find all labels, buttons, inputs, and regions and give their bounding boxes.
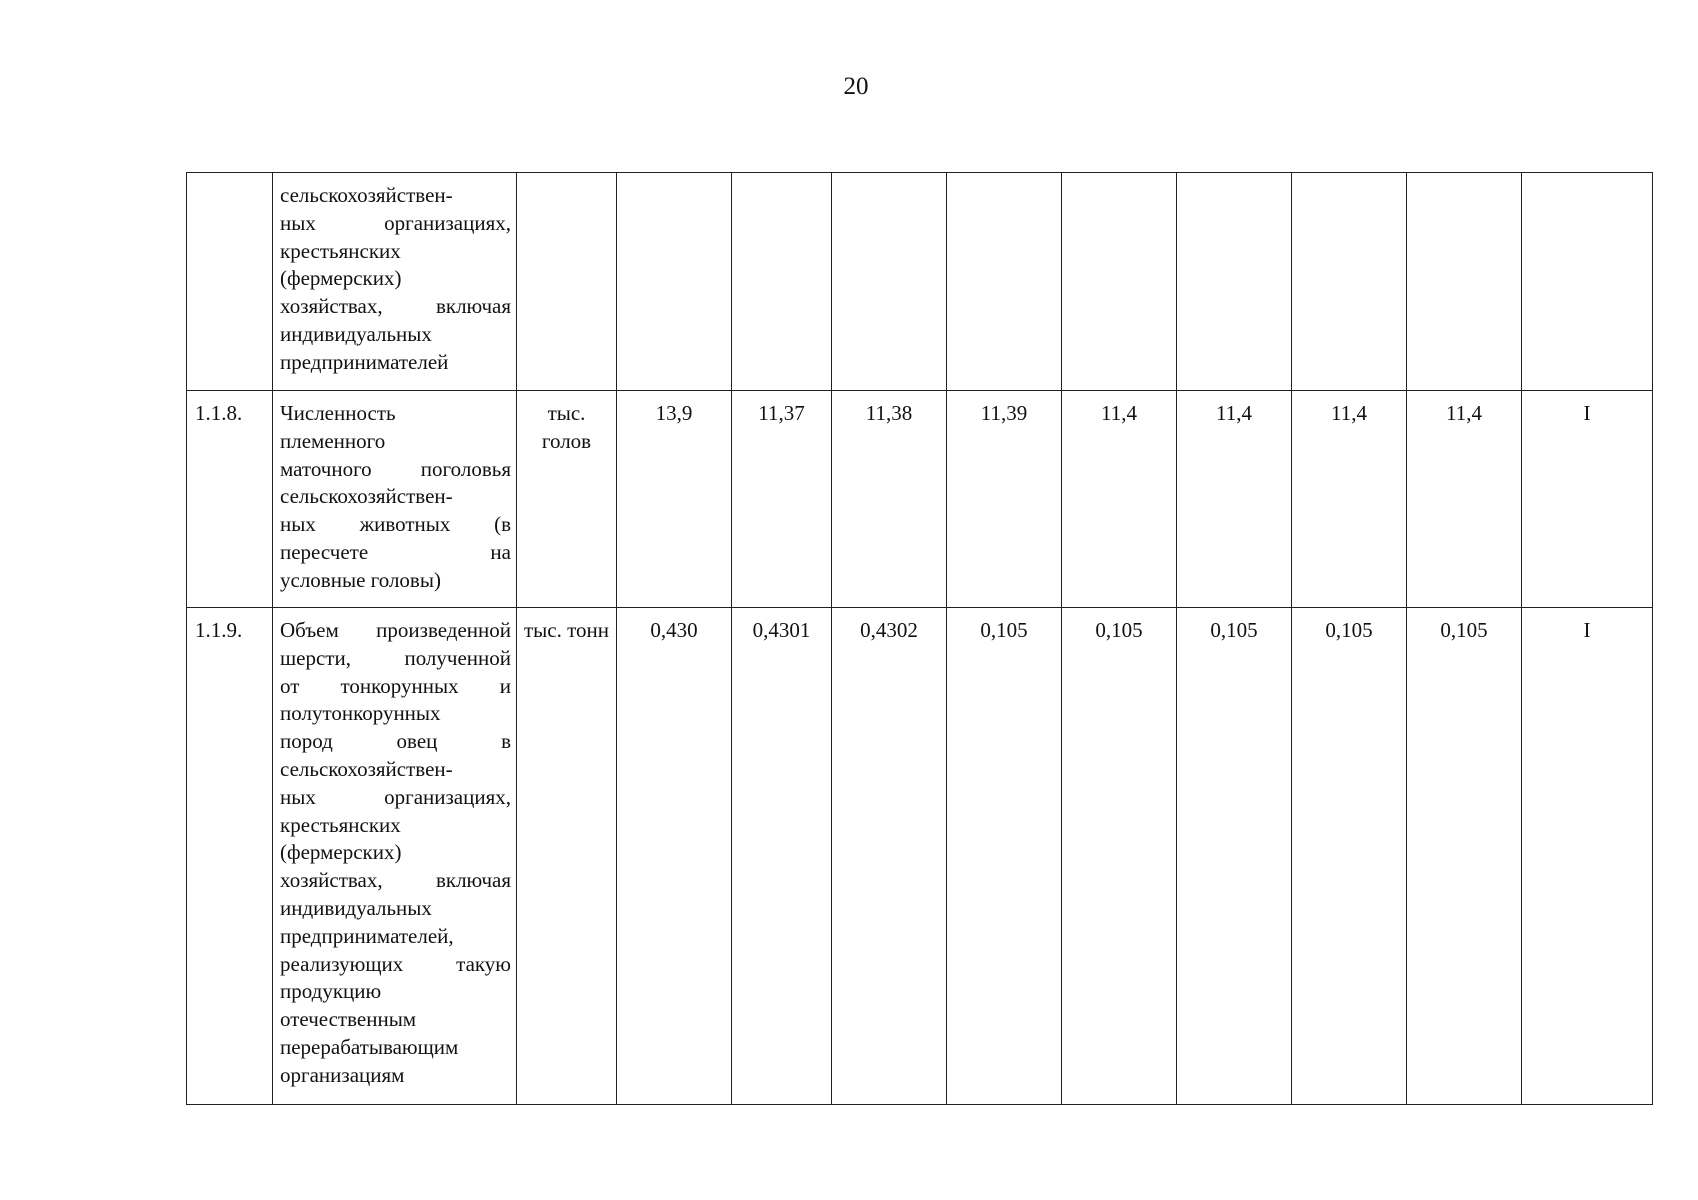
unit-cell: тыс. голов (517, 391, 617, 608)
value-cell (1177, 173, 1292, 391)
table-row (187, 391, 1653, 608)
indicator-name-line: пород овец в (280, 729, 511, 754)
indicator-name-line: ных организациях, (280, 784, 511, 809)
indicator-name-line: сельскохозяйствен- (280, 756, 453, 781)
row-number-cell (187, 173, 273, 391)
indicator-name-line: ных организациях, (280, 210, 511, 235)
indicator-name-line: (фермерских) (280, 266, 402, 291)
indicator-name-line: крестьянских (280, 812, 401, 837)
value-cell (947, 173, 1062, 391)
value-cell (832, 173, 947, 391)
value-cell: 11,37 (732, 391, 832, 608)
indicator-name-line: племенного (280, 428, 386, 453)
indicator-name-line: (фермерских) (280, 840, 402, 865)
value-cell: 11,4 (1177, 391, 1292, 608)
indicator-name-line: от тонкорунных и (280, 673, 511, 698)
indicator-name-line: сельскохозяйствен- (280, 484, 453, 509)
indicator-name-line: пересчете на (280, 539, 511, 564)
indicator-name-line: реализующих такую (280, 951, 511, 976)
value-cell: 11,4 (1062, 391, 1177, 608)
code-cell: I (1522, 391, 1653, 608)
value-cell: 0,105 (947, 608, 1062, 1105)
row-number-cell: 1.1.9. (187, 608, 273, 1105)
value-cell: 0,4301 (732, 608, 832, 1105)
page-number: 20 (843, 73, 869, 100)
indicators-table (186, 172, 1653, 1105)
unit-cell (517, 173, 617, 391)
indicator-name-cell (273, 608, 517, 1105)
indicator-name-line: хозяйствах, включая (280, 868, 511, 893)
indicator-name-line: полутонкорунных (280, 701, 441, 726)
value-cell (1407, 173, 1522, 391)
value-cell: 11,38 (832, 391, 947, 608)
indicator-name-cell (273, 173, 517, 391)
table-body (187, 173, 1653, 1105)
indicator-name-line: индивидуальных (280, 895, 432, 920)
value-cell (1292, 173, 1407, 391)
value-cell: 0,4302 (832, 608, 947, 1105)
indicator-name-line: предпринимателей, (280, 923, 454, 948)
value-cell: 0,105 (1062, 608, 1177, 1105)
indicator-name-line: предпринимателей (280, 349, 449, 374)
value-cell: 0,105 (1407, 608, 1522, 1105)
indicator-name-line: индивидуальных (280, 321, 432, 346)
indicator-name-line: Объем произведенной (280, 618, 511, 642)
code-cell (1522, 173, 1653, 391)
value-cell: 11,39 (947, 391, 1062, 608)
table-row (187, 608, 1653, 1105)
indicator-name-line: организациям (280, 1062, 405, 1087)
value-cell: 0,430 (617, 608, 732, 1105)
indicator-name-line: шерсти, полученной (280, 645, 511, 670)
value-cell: 11,4 (1292, 391, 1407, 608)
value-cell (1062, 173, 1177, 391)
indicator-name-line: отечественным (280, 1007, 417, 1032)
unit-cell: тыс. тонн (517, 608, 617, 1105)
indicator-name-line: хозяйствах, включая (280, 294, 511, 319)
indicator-name-line: маточного поголовья (280, 456, 511, 481)
value-cell: 0,105 (1177, 608, 1292, 1105)
value-cell: 11,4 (1407, 391, 1522, 608)
indicator-name-line: перерабатывающим (280, 1034, 459, 1059)
indicator-name-line: Численность (280, 401, 396, 425)
row-number-cell: 1.1.8. (187, 391, 273, 608)
value-cell: 13,9 (617, 391, 732, 608)
value-cell (732, 173, 832, 391)
value-cell: 0,105 (1292, 608, 1407, 1105)
indicator-name-line: ных животных (в (280, 512, 511, 537)
indicator-name-cell (273, 391, 517, 608)
code-cell: I (1522, 608, 1653, 1105)
value-cell (617, 173, 732, 391)
indicator-name-line: условные головы) (280, 567, 441, 592)
indicator-name-line: сельскохозяйствен- (280, 183, 453, 207)
table-row (187, 173, 1653, 391)
indicator-name-line: продукцию (280, 979, 382, 1004)
indicator-name-line: крестьянских (280, 238, 401, 263)
